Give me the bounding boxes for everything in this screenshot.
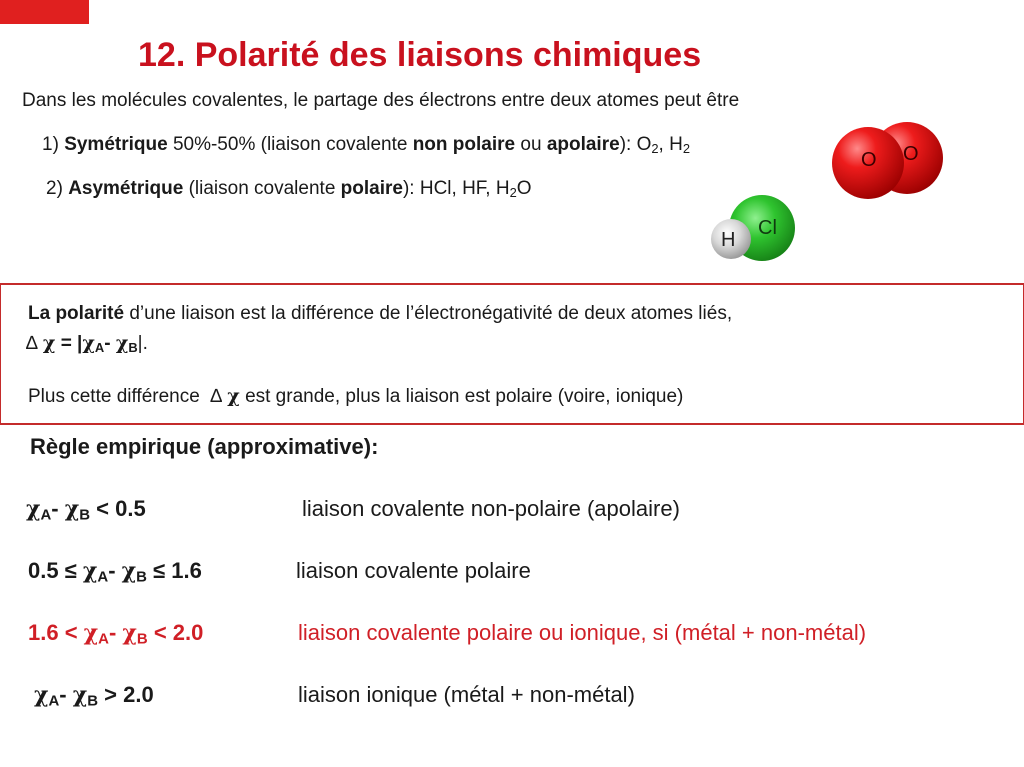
rule-3-lower-bound: 1.6 < [28, 620, 78, 645]
chi-a-symbol: χ [34, 682, 49, 708]
or-text: ou [520, 134, 542, 155]
h2-text: , H [658, 134, 683, 155]
plus-text-2: est grande, plus la liaison est polaire (voire, ionique) [245, 386, 684, 407]
plus-text-1: Plus cette différence [28, 386, 200, 407]
chlorine-label: Cl [758, 217, 777, 239]
rule-1-expression [26, 496, 146, 522]
chi-b-symbol: χ [72, 682, 88, 708]
oxygen-label-2: O [903, 143, 919, 165]
chi-a-symbol: χ [82, 332, 95, 354]
chi-b-symbol: χ [64, 496, 80, 522]
rule-4-expression [34, 682, 154, 708]
chi-symbol: χ [42, 332, 56, 354]
separator-bottom [0, 423, 1024, 425]
asymmetric-label: Asymétrique [68, 178, 184, 199]
item-number: 1) [42, 134, 59, 155]
formula-end: |. [137, 333, 148, 354]
asymmetric-text: (liaison covalente [188, 178, 336, 199]
apolar-label: apolaire [546, 134, 620, 155]
h2-subscript: 2 [682, 141, 691, 157]
rule-2-expression [28, 558, 202, 584]
definition-text: d’une liaison est la différence de l’électronégativité de deux atomes liés, [129, 303, 733, 324]
subscript-a: A [40, 506, 52, 524]
chi-b-symbol: χ [115, 332, 129, 354]
rule-4-threshold: > 2.0 [104, 682, 154, 707]
o2-molecule-icon [825, 112, 950, 207]
rule-2-lower-bound: 0.5 ≤ [28, 558, 77, 583]
delta-symbol: ∆ [210, 386, 222, 407]
corner-accent-bar [0, 0, 89, 24]
subscript-b: B [79, 506, 91, 524]
symmetric-text: 50%-50% (liaison covalente [172, 134, 408, 155]
separator-top [0, 283, 1024, 285]
delta-symbol: ∆ [26, 333, 38, 354]
subscript-a: A [97, 568, 109, 586]
chi-b-symbol: χ [122, 620, 137, 646]
subscript-b: B [87, 692, 99, 710]
subscript-b: B [136, 630, 148, 648]
chi-b-symbol: χ [121, 558, 137, 584]
polar-label: polaire [340, 178, 403, 199]
o2-subscript: 2 [651, 141, 659, 157]
box-left-edge [0, 283, 1, 423]
delta-chi-formula [26, 332, 148, 355]
o2-text: ): O [619, 134, 652, 155]
subscript-a: A [48, 692, 60, 710]
intro-text: Dans les molécules covalentes, le partage des électrons entre deux atomes peut être [22, 90, 740, 111]
minus-sign: - [104, 333, 111, 354]
item-number: 2) [46, 178, 63, 199]
rule-2-upper-bound: ≤ 1.6 [153, 558, 202, 583]
subscript-a: A [98, 630, 109, 648]
symmetric-label: Symétrique [64, 134, 168, 155]
plus-line [28, 385, 683, 408]
non-polar-label: non polaire [412, 134, 516, 155]
chi-a-symbol: χ [83, 620, 99, 646]
rule-2-description: liaison covalente polaire [296, 558, 531, 583]
minus-sign: - [108, 620, 117, 645]
chi-a-symbol: χ [82, 558, 98, 584]
rule-1-description: liaison covalente non-polaire (apolaire) [302, 496, 680, 521]
item-symmetric [42, 134, 690, 156]
minus-sign: - [59, 682, 67, 707]
formula-equals: = | [60, 333, 83, 354]
rule-3-expression [28, 620, 203, 646]
rule-heading: Règle empirique (approximative): [30, 434, 379, 459]
minus-sign: - [108, 558, 116, 583]
hcl-molecule-icon [705, 188, 805, 268]
h2o-subscript: 2 [509, 185, 517, 201]
rule-4-description: liaison ionique (métal + non-métal) [298, 682, 635, 707]
polarity-label: La polarité [28, 303, 125, 324]
chi-a-symbol: χ [26, 496, 41, 522]
oxygen-label-1: O [861, 149, 877, 171]
h2o-text: O [516, 178, 532, 199]
rule-3-description: liaison covalente polaire ou ionique, si (métal + non-métal) [298, 620, 867, 645]
hydrogen-label: H [721, 229, 736, 251]
chi-symbol: χ [227, 385, 240, 407]
examples-text: ): HCl, HF, H [402, 178, 510, 199]
minus-sign: - [51, 496, 59, 521]
slide-title: 12. Polarité des liaisons chimiques [138, 36, 702, 74]
rule-1-threshold: < 0.5 [96, 496, 146, 521]
definition-line [28, 303, 732, 325]
item-asymmetric [46, 178, 532, 200]
subscript-a: A [94, 340, 105, 356]
rule-3-upper-bound: < 2.0 [153, 620, 204, 645]
subscript-b: B [136, 568, 147, 586]
subscript-b: B [128, 340, 138, 356]
